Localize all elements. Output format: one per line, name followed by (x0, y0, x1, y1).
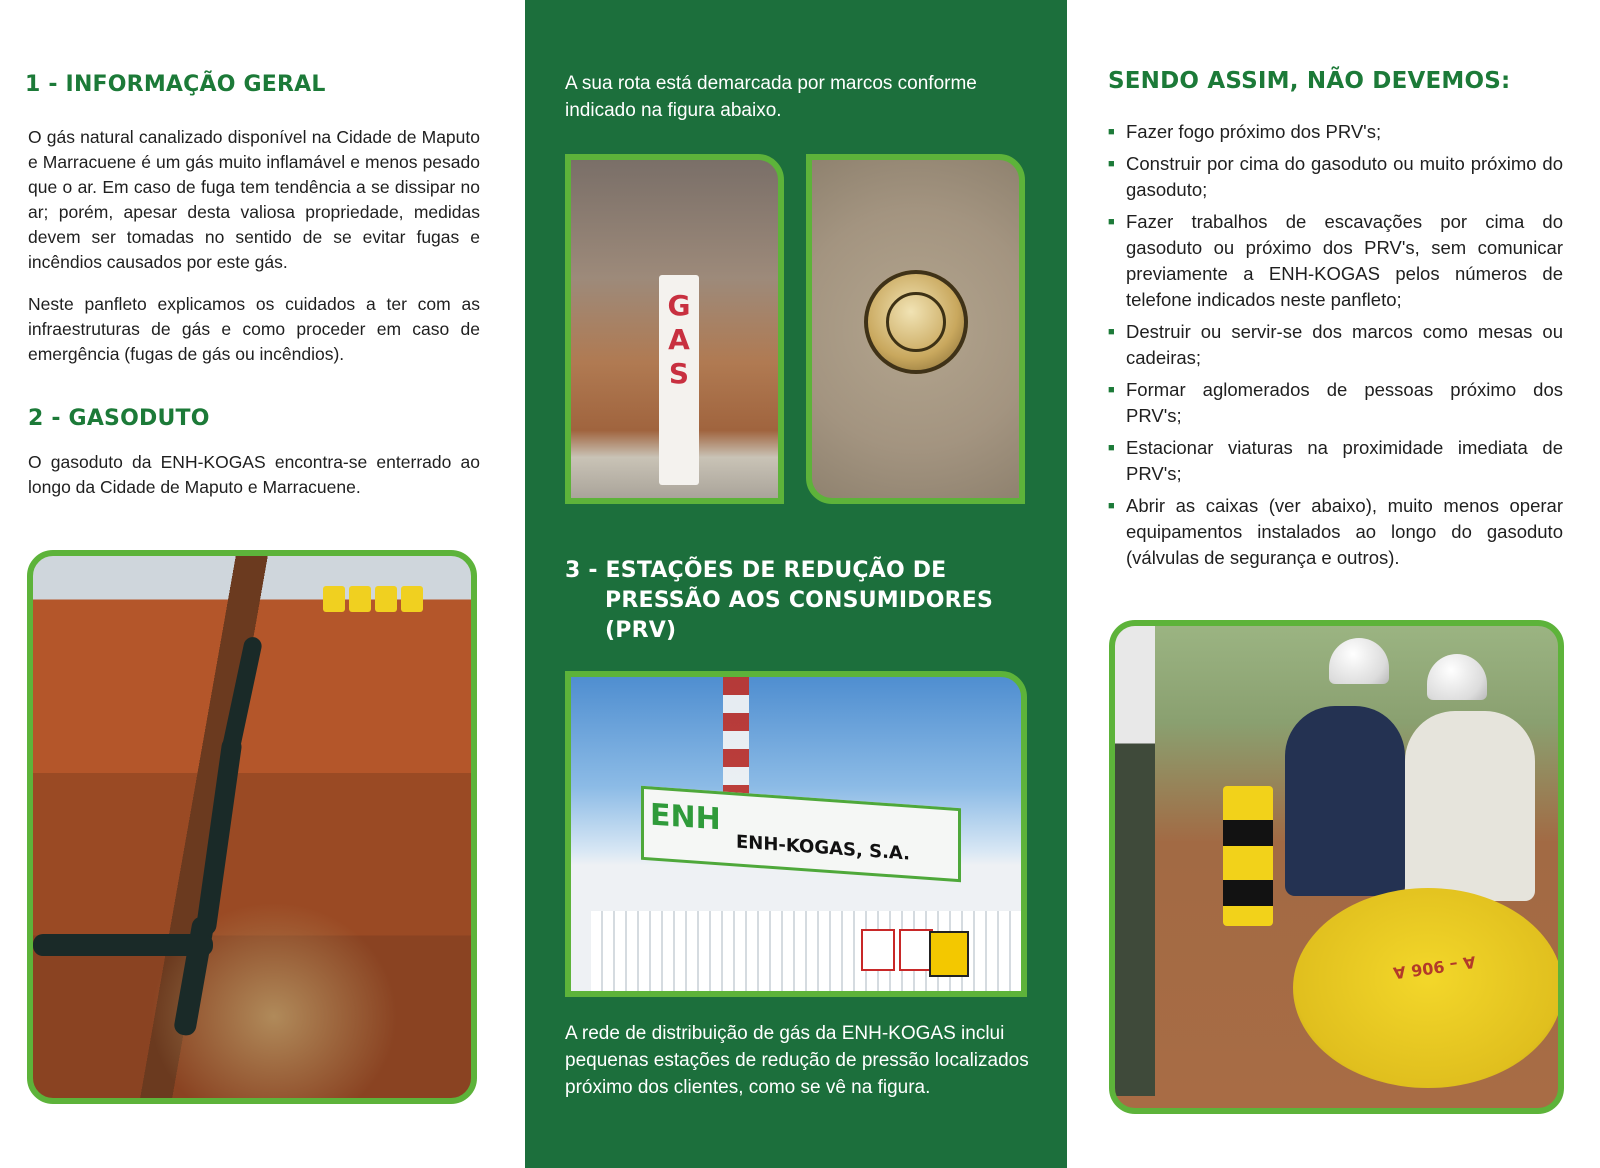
trench-pipeline-photo (27, 550, 477, 1104)
list-item: ■ Fazer trabalhos de escavações por cima do gasoduto ou próximo dos PRV's, sem comunicar previamente a ENH-KOGAS pelos números de telefone indicados neste panfleto; (1108, 211, 1563, 310)
dont-list (1108, 119, 1563, 577)
company-name-sign: ENH-KOGAS, S.A. (736, 831, 911, 865)
bullet-icon: ■ (1108, 158, 1115, 170)
section-3-title-line-1: 3 - ESTAÇÕES DE REDUÇÃO DE (565, 558, 947, 583)
radio-tower (723, 677, 749, 807)
bullet-icon: ■ (1108, 326, 1115, 338)
station-banner (641, 786, 961, 882)
list-item: ■ Abrir as caixas (ver abaixo), muito menos operar equipamentos instalados ao longo do gasoduto (válvulas de segurança e outros). (1108, 495, 1563, 568)
inspector-jacket (1405, 711, 1535, 901)
pipe-segment (195, 736, 243, 937)
list-item: ■ Destruir ou servir-se dos marcos como mesas ou cadeiras; (1108, 321, 1563, 368)
enh-logo: ENH (650, 797, 721, 838)
list-item: ■ Fazer fogo próximo dos PRV's; (1108, 119, 1563, 145)
bullet-icon: ■ (1108, 442, 1115, 454)
section-2-title: 2 - GASODUTO (28, 406, 210, 431)
barrier (401, 586, 423, 612)
hard-hat (1329, 638, 1389, 684)
disc-arrow-ring (886, 292, 946, 352)
pipe-segment (33, 934, 213, 956)
middle-panel (525, 0, 1067, 1168)
barrier (323, 586, 345, 612)
section-3-title-line-3: (PRV) (605, 618, 677, 643)
pipeline-disc-marker-photo (806, 154, 1025, 504)
section-3-title-line-2: PRESSÃO AOS CONSUMIDORES (605, 588, 994, 613)
worker-leg (1115, 626, 1155, 1096)
valve-box-lid (1293, 888, 1563, 1088)
section-3-title (565, 556, 993, 646)
list-item: ■ Estacionar viaturas na proximidade imediata de PRV's; (1108, 437, 1563, 484)
barrier (349, 586, 371, 612)
gas-marker-post-photo (565, 154, 784, 504)
site-inspection-photo (1109, 620, 1564, 1114)
bullet-icon: ■ (1108, 384, 1115, 396)
list-item: ■ Formar aglomerados de pessoas próximo dos PRV's; (1108, 379, 1563, 426)
barrier (375, 586, 397, 612)
section-2-paragraph: O gasoduto da ENH-KOGAS encontra-se enterrado ao longo da Cidade de Maputo e Marracuene. (28, 452, 480, 497)
lid-marking: A – 906 A (1392, 952, 1477, 983)
brass-marker-disc (864, 270, 968, 374)
bullet-icon: ■ (1108, 126, 1115, 138)
yellow-black-bollard (1223, 786, 1273, 926)
distribution-network-text: A rede de distribuição de gás da ENH-KOGAS inclui pequenas estações de redução de pressão localizados próximo dos clientes, como se vê na figura. (565, 1023, 1029, 1098)
bullet-icon: ■ (1108, 500, 1115, 512)
post-lettering: G A S (667, 289, 691, 390)
bullet-icon: ■ (1108, 216, 1115, 228)
left-panel (0, 0, 520, 1168)
inspector-suit (1285, 706, 1405, 896)
restricted-area-sign (899, 929, 933, 971)
right-panel (1067, 0, 1600, 1168)
marker-post (659, 275, 699, 485)
section-1-paragraph-1: O gás natural canalizado disponível na Cidade de Maputo e Marracuene é um gás muito inflamável e menos pesado que o ar. Em caso de fuga tem tendência a se dissipar no ar; porém, apesar desta valiosa propriedade, medidas devem ser tomadas no sentido de se evitar fugas e incêndios causados por este gás. (28, 127, 480, 272)
list-item: ■ Construir por cima do gasoduto ou muito próximo do gasoduto; (1108, 153, 1563, 200)
route-intro: A sua rota está demarcada por marcos conforme indicado na figura abaixo. (565, 73, 977, 121)
dont-list-title: SENDO ASSIM, NÃO DEVEMOS: (1108, 68, 1511, 94)
pressure-station-photo (565, 671, 1027, 997)
section-1-title: 1 - INFORMAÇÃO GERAL (25, 72, 326, 97)
hard-hat (1427, 654, 1487, 700)
section-1-paragraph-2: Neste panfleto explicamos os cuidados a ter com as infraestruturas de gás e como proceder em caso de emergência (fugas de gás ou incêndios). (28, 294, 480, 364)
warning-sign (929, 931, 969, 977)
no-smoking-sign (861, 929, 895, 971)
